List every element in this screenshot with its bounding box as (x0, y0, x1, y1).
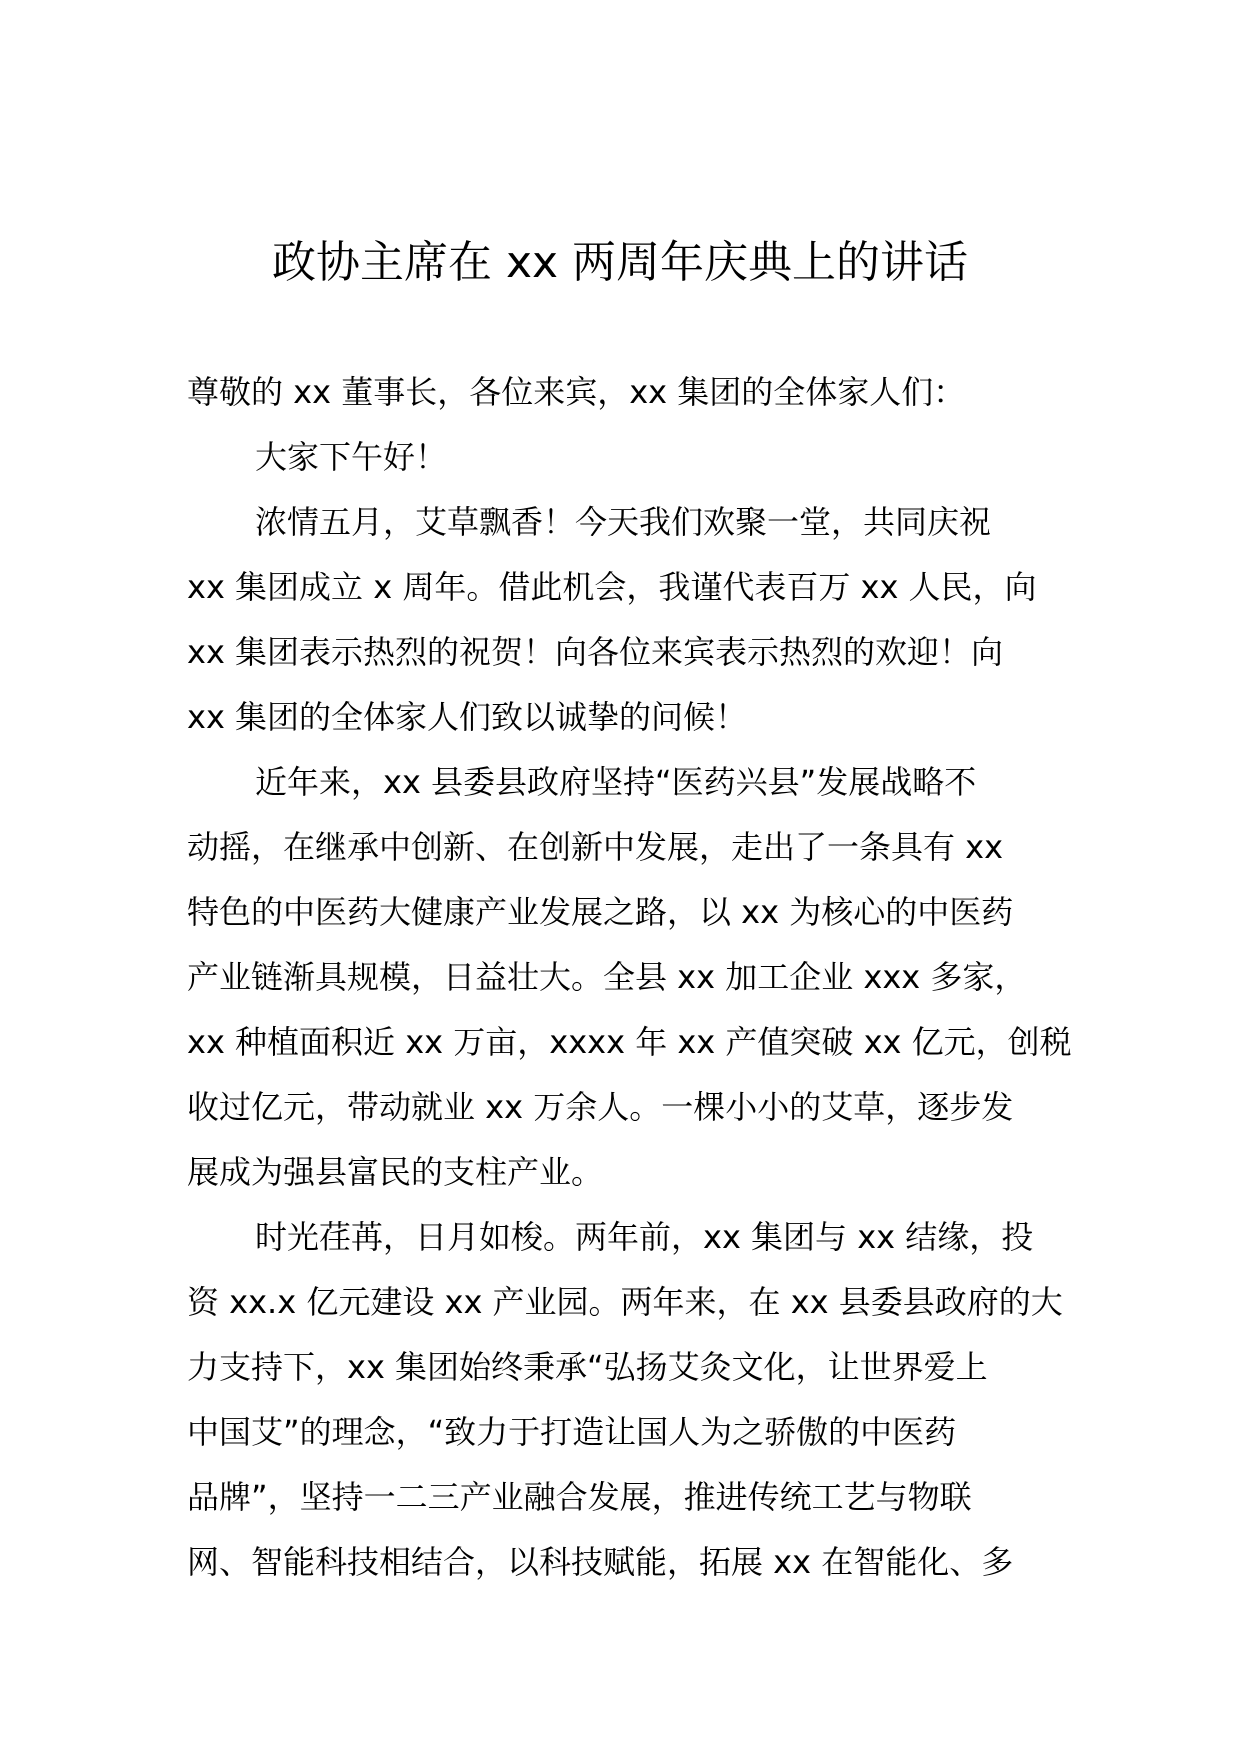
paragraph-line: xx 集团成立 x 周年。借此机会，我谨代表百万 xx 人民，向 (187, 568, 1037, 606)
paragraph-line: xx 集团的全体家人们致以诚挚的问候！ (187, 698, 748, 736)
paragraph-line: 时光荏苒，日月如梭。两年前，xx 集团与 xx 结缘，投 (255, 1218, 1034, 1256)
paragraph-line: 网、智能科技相结合，以科技赋能，拓展 xx 在智能化、多 (187, 1543, 1014, 1581)
paragraph-line: 产业链渐具规模，日益壮大。全县 xx 加工企业 xxx 多家， (187, 958, 1027, 996)
document-body (187, 360, 1087, 1595)
paragraph-line: 展成为强县富民的支柱产业。 (187, 1153, 604, 1191)
paragraph-line: 中国艾”的理念，“致力于打造让国人为之骄傲的中医药 (187, 1413, 957, 1451)
paragraph-line: 近年来，xx 县委县政府坚持“医药兴县”发展战略不 (255, 763, 977, 801)
paragraph-line: 浓情五月，艾草飘香！今天我们欢聚一堂，共同庆祝 (255, 503, 992, 541)
paragraph-line: 力支持下，xx 集团始终秉承“弘扬艾灸文化，让世界爱上 (187, 1348, 988, 1386)
paragraph-line: xx 种植面积近 xx 万亩，xxxx 年 xx 产值突破 xx 亿元，创税 (187, 1023, 1072, 1061)
paragraph-line: 特色的中医药大健康产业发展之路，以 xx 为核心的中医药 (187, 893, 1014, 931)
greeting-line: 大家下午好！ (255, 438, 448, 476)
salutation-line: 尊敬的 xx 董事长，各位来宾，xx 集团的全体家人们： (187, 373, 966, 411)
paragraph-line: 资 xx.x 亿元建设 xx 产业园。两年来，在 xx 县委县政府的大 (187, 1283, 1063, 1321)
document-title: 政协主席在 xx 两周年庆典上的讲话 (271, 237, 969, 288)
paragraph-line: xx 集团表示热烈的祝贺！向各位来宾表示热烈的欢迎！向 (187, 633, 1004, 671)
paragraph-line: 动摇，在继承中创新、在创新中发展，走出了一条具有 xx (187, 828, 1004, 866)
paragraph-line: 品牌”，坚持一二三产业融合发展，推进传统工艺与物联 (187, 1478, 972, 1516)
paragraph-line: 收过亿元，带动就业 xx 万余人。一棵小小的艾草，逐步发 (187, 1088, 1014, 1126)
